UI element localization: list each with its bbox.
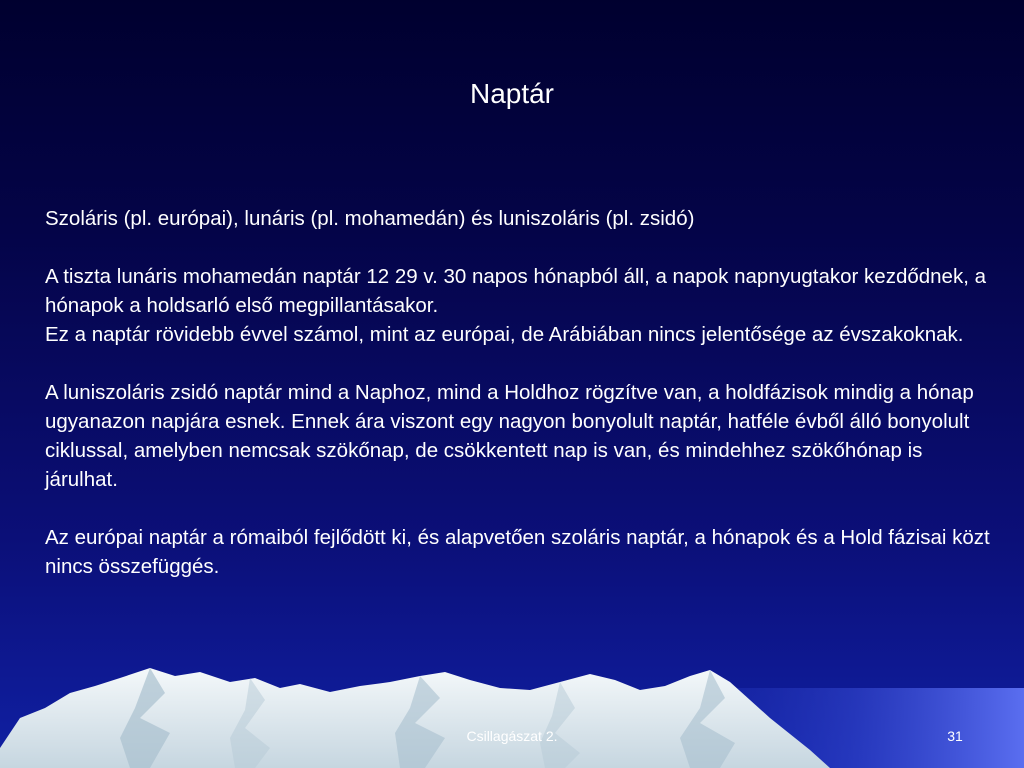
lunar-calendar-block bbox=[45, 262, 990, 349]
page-number: 31 bbox=[947, 728, 963, 744]
snowy-mountains-graphic bbox=[0, 638, 1024, 768]
lunar-calendar-note: Ez a naptár rövidebb évvel számol, mint az európai, de Arábiában nincs jelentősége az évszakoknak. bbox=[45, 323, 964, 346]
calendar-types-line: Szoláris (pl. európai), lunáris (pl. mohamedán) és luniszoláris (pl. zsidó) bbox=[45, 207, 695, 230]
lunisolar-calendar-paragraph: A luniszoláris zsidó naptár mind a Naphoz, mind a Holdhoz rögzítve van, a holdfázisok mindig a hónap ugyanazon napjára esnek. Ennek ára viszont egy nagyon bonyolult naptár, hatféle évből álló bonyolult ciklussal, amelyben nemcsak szökőnap, de csökkentett nap is van, és mindehhez szökőhónap is járulhat. bbox=[45, 381, 974, 491]
slide-body bbox=[45, 204, 990, 610]
european-calendar-paragraph: Az európai naptár a rómaiból fejlődött ki, és alapvetően szoláris naptár, a hónapok és a Hold fázisai közt nincs összefüggés. bbox=[45, 526, 990, 578]
footer-title: Csillagászat 2. bbox=[466, 728, 558, 744]
slide-title: Naptár bbox=[469, 78, 555, 109]
lunar-calendar-paragraph: A tiszta lunáris mohamedán naptár 12 29 v. 30 napos hónapból áll, a napok napnyugtakor kezdődnek, a hónapok a holdsarló első megpillantásakor. bbox=[45, 265, 986, 317]
